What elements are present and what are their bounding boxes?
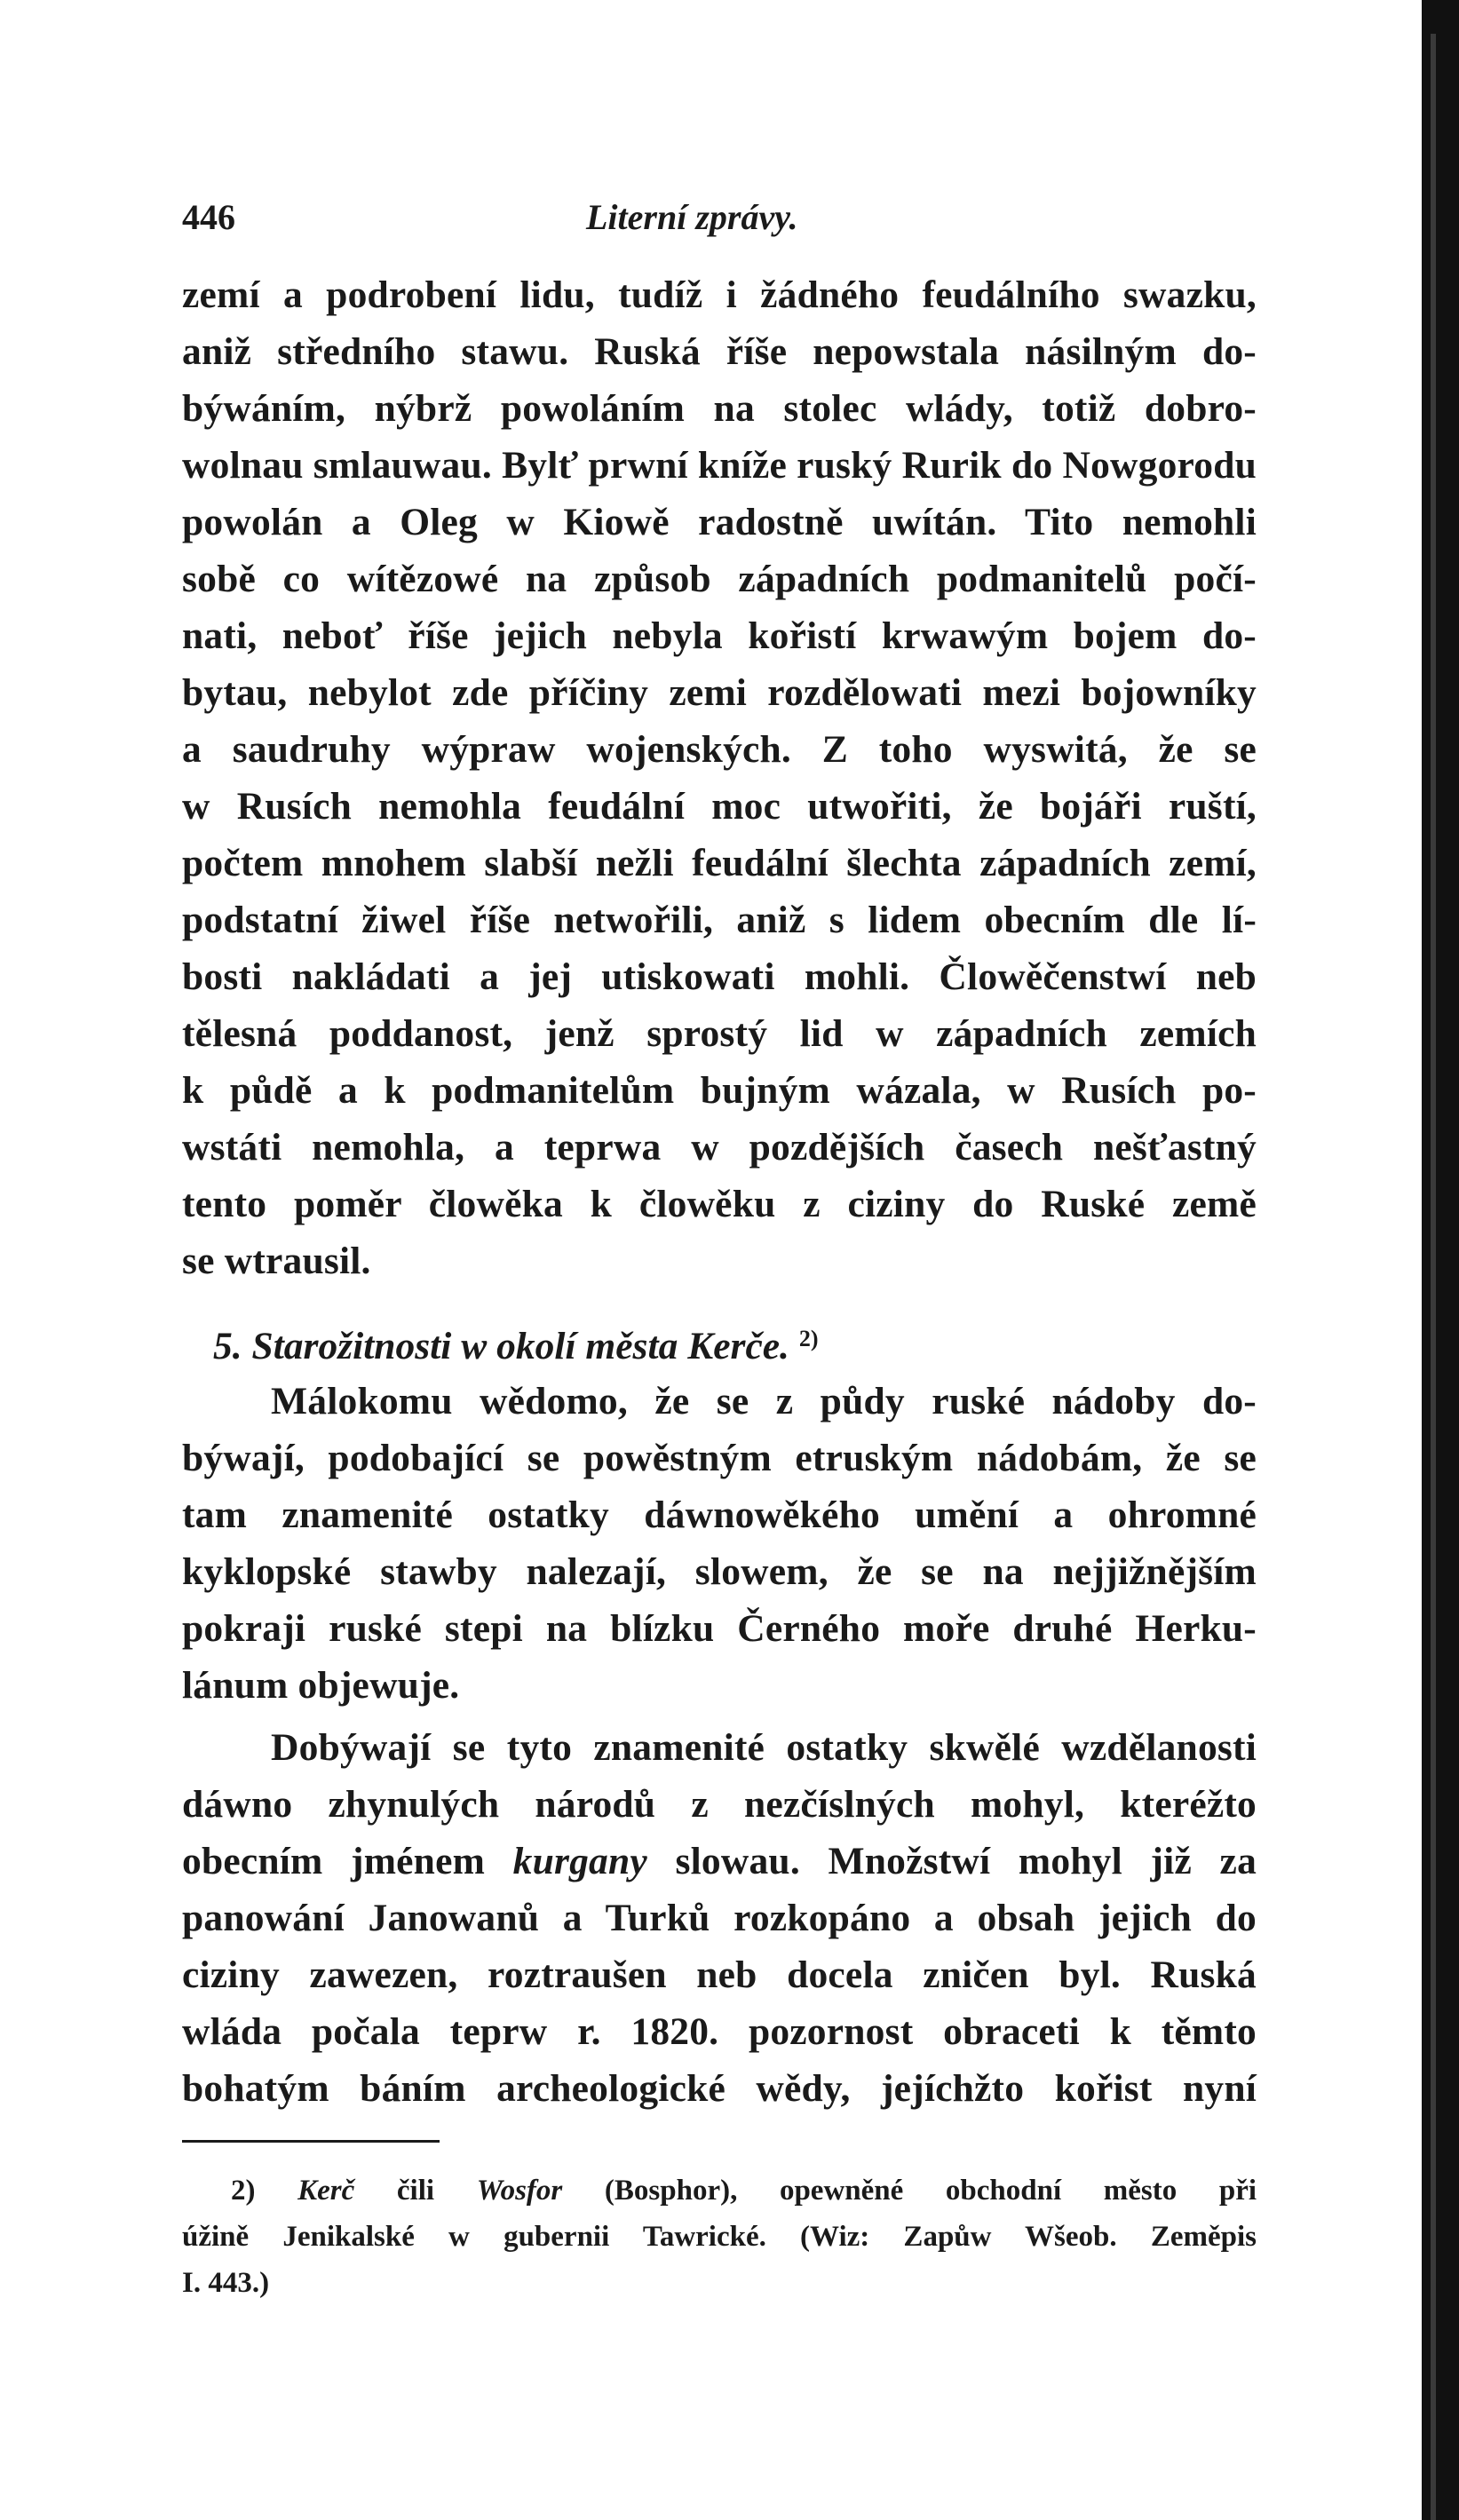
paragraph-1 [182, 266, 1257, 1289]
footnotes [182, 2167, 1257, 2306]
text-span: slowau. Množstwí mohyl již za [675, 1840, 1257, 1882]
footnote-term: Kerč [297, 2175, 355, 2207]
text-line: kyklopské stawby nalezají, slowem, že se na nejjižnějším [182, 1550, 1257, 1593]
footnote-line: úžině Jenikalské w gubernii Tawrické. (Wiz: Zapůw Wšeob. Zeměpis [182, 2221, 1257, 2253]
text-line: Málokomu wědomo, že se z půdy ruské nádoby do- [271, 1380, 1257, 1422]
emphasized-term: kurgany [512, 1840, 647, 1882]
text-line [182, 1833, 1257, 1890]
text-line: bosti nakládati a jej utiskowati mohli. Člowěčenstwí neb [182, 955, 1257, 998]
footnote-line: I. 443.) [182, 2267, 270, 2299]
running-head [182, 191, 1257, 244]
text-line: ciziny zawezen, roztraušen neb docela zničen byl. Ruská [182, 1953, 1257, 1996]
footnote-alt-name: Wosfor [476, 2175, 563, 2207]
text-span: čili [396, 2175, 435, 2207]
text-line: bohatým báním archeologické wědy, jejíchžto kořist nyní [182, 2067, 1257, 2110]
footnote-line [182, 2167, 1257, 2214]
text-line: wláda počala teprw r. 1820. pozornost obraceti k těmto [182, 2010, 1257, 2053]
text-line: býwáním, nýbrž powoláním na stolec wlády, totiž dobro- [182, 387, 1257, 430]
text-line: aniž středního stawu. Ruská říše nepowstala násilným do- [182, 330, 1257, 373]
text-line: tento poměr člowěka k člowěku z ciziny do Ruské země [182, 1183, 1257, 1225]
text-line: bytau, nebylot zde příčiny zemi rozdělowati mezi bojowníky [182, 671, 1257, 714]
text-line: nati, neboť říše jejich nebyla kořistí krwawým bojem do- [182, 614, 1257, 657]
running-title: Literní zprávy. [586, 197, 798, 237]
text-line: tělesná poddanost, jenž sprostý lid w západních zemích [182, 1012, 1257, 1055]
text-line: podstatní žiwel říše netwořili, aniž s lidem obecním dle lí- [182, 899, 1257, 941]
text-line: Dobýwají se tyto znamenité ostatky skwělé wzdělanosti [271, 1726, 1257, 1769]
text-line: a saudruhy wýpraw wojenských. Z toho wyswitá, že se [182, 728, 1257, 771]
text-line: dáwno zhynulých národů z nezčíslných mohyl, kteréžto [182, 1783, 1257, 1826]
scan-border-inner [1431, 34, 1436, 2520]
text-line: k půdě a k podmanitelům bujným wázala, w Rusích po- [182, 1069, 1257, 1112]
text-line: powolán a Oleg w Kiowě radostně uwítán. Tito nemohli [182, 501, 1257, 543]
scan-border [1422, 0, 1459, 2520]
text-line: zemí a podrobení lidu, tudíž i žádného feudálního swazku, [182, 273, 1257, 316]
footnote-number: 2) [231, 2175, 256, 2207]
body-text [182, 266, 1257, 2117]
text-line: lánum objewuje. [182, 1664, 460, 1707]
paragraph-3 [182, 1719, 1257, 2117]
footnote-rule [182, 2140, 440, 2143]
text-line: wolnau smlauwau. Bylť prwní kníže ruský Rurik do Nowgorodu [182, 444, 1257, 487]
paragraph-2 [182, 1373, 1257, 1714]
text-line: se wtrausil. [182, 1240, 371, 1282]
text-span: obecním jménem [182, 1840, 486, 1882]
text-line: sobě co wítězowé na způsob západních podmanitelů počí- [182, 558, 1257, 600]
text-line: tam znamenité ostatky dáwnowěkého umění a ohromné [182, 1494, 1257, 1536]
text-line: w Rusích nemohla feudální moc utwořiti, že bojáři ruští, [182, 785, 1257, 828]
text-line: býwají, podobající se powěstným etruským nádobám, že se [182, 1437, 1257, 1479]
section-heading-text: 5. Starožitnosti w okolí města Kerče. [213, 1325, 789, 1367]
section-heading [182, 1311, 1257, 1367]
text-line: pokraji ruské stepi na blízku Černého moře druhé Herku- [182, 1607, 1257, 1650]
text-line: počtem mnohem slabší nežli feudální šlechta západních zemí, [182, 842, 1257, 884]
text-line: panowání Janowanů a Turků rozkopáno a obsah jejich do [182, 1897, 1257, 1939]
footnote-reference: 2) [798, 1326, 819, 1351]
page-number: 446 [182, 197, 235, 237]
text-span: (Bosphor), opewněné obchodní město při [604, 2175, 1257, 2207]
book-page [182, 191, 1257, 2306]
text-line: wstáti nemohla, a teprwa w pozdějších časech nešťastný [182, 1126, 1257, 1169]
